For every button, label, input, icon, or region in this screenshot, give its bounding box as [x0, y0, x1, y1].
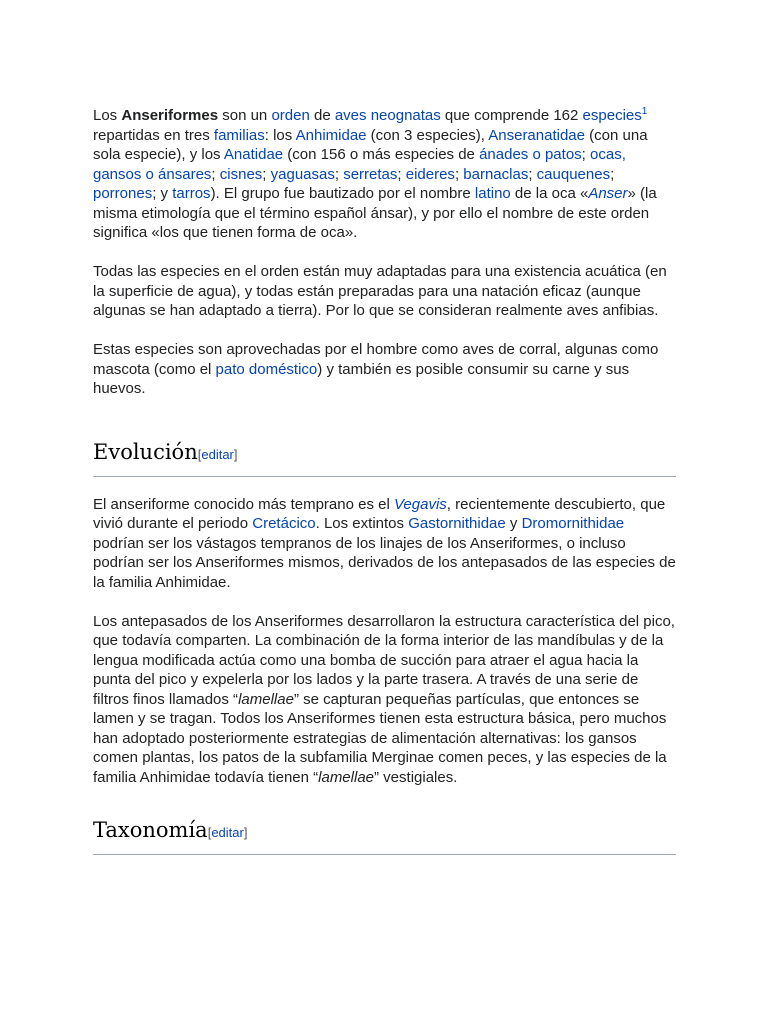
link-vegavis-label: Vegavis: [393, 495, 447, 513]
text: Estas especies son aprovechadas por el hombre como aves de corral, algunas como mascota (como el: [93, 341, 659, 378]
link-familias[interactable]: familias: [213, 126, 265, 144]
link-gastornithidae[interactable]: Gastornithidae: [408, 515, 506, 532]
bracket: ]: [243, 825, 248, 840]
text: podrían ser los vástagos tempranos de los linajes de los Anseriformes, o incluso podrían ser los Anseriformes mismos, derivados de los antepasados de las especies de la familia Anhimidae.: [93, 534, 676, 591]
link-anhimidae[interactable]: Anhimidae: [295, 126, 367, 144]
text: ;: [397, 165, 406, 183]
text: El anseriforme conocido más temprano es el: [93, 495, 394, 513]
bracket: [: [207, 825, 212, 840]
link-serretas[interactable]: serretas: [343, 165, 398, 183]
bracket: ]: [233, 446, 238, 462]
text: : los: [264, 126, 296, 144]
link-cretacico[interactable]: Cretácico: [252, 515, 316, 532]
evolucion-paragraph-1: [93, 495, 676, 593]
text: , recientemente descubierto, que vivió durante el periodo: [93, 495, 666, 532]
text: » (la misma etimología que el término español ánsar), y por ello el nombre de este orden significa «los que tienen forma de oca».: [93, 185, 657, 241]
edit-section-links: [208, 825, 248, 840]
link-latino[interactable]: latino: [474, 185, 511, 202]
link-orden[interactable]: orden: [271, 107, 310, 124]
text: ). El grupo fue bautizado por el nombre: [210, 185, 475, 202]
text: ;: [454, 165, 464, 183]
link-vegavis[interactable]: [394, 496, 447, 513]
link-pato-domestico[interactable]: pato doméstico: [215, 360, 318, 378]
link-cisnes[interactable]: cisnes: [219, 165, 263, 183]
text: (con una sola especie), y los: [93, 126, 648, 163]
edit-link[interactable]: editar: [201, 446, 234, 462]
section-heading-taxonomia: [93, 817, 676, 855]
text: repartidas en tres: [93, 126, 214, 144]
text: ;: [262, 165, 271, 183]
link-especies[interactable]: especies: [582, 107, 642, 124]
link-tarros[interactable]: tarros: [172, 185, 211, 202]
link-eideres[interactable]: eideres: [405, 165, 455, 183]
link-yaguasas[interactable]: yaguasas: [270, 165, 335, 183]
bracket: [: [197, 446, 202, 462]
text: . Los extintos: [315, 515, 409, 532]
section-title: Evolución: [93, 439, 198, 464]
link-barnaclas[interactable]: barnaclas: [463, 165, 529, 183]
link-anser-label: Anser: [588, 185, 628, 202]
text: ” vestigiales.: [374, 768, 458, 786]
text: ;: [334, 165, 344, 183]
term-lamellae: lamellae: [238, 690, 294, 708]
text: (con 156 o más especies de: [283, 146, 480, 163]
text: ;: [610, 165, 615, 183]
text: y: [505, 515, 522, 532]
section-title: Taxonomía: [93, 818, 208, 842]
text: ;: [528, 165, 537, 183]
text: Los: [93, 107, 122, 124]
text: ;: [211, 165, 220, 183]
intro-paragraph-3: [93, 340, 676, 399]
term-lamellae: lamellae: [318, 768, 375, 786]
link-anades-o-patos[interactable]: ánades o patos: [479, 146, 582, 163]
intro-paragraph-2: Todas las especies en el orden están muy adaptadas para una existencia acuática (en la superficie de agua), y todas están preparadas para una natación eficaz (aunque algunas se han adaptado a tierra). Por lo que se consideran realmente aves anfibias.: [93, 263, 667, 319]
link-anatidae[interactable]: Anatidae: [223, 146, 284, 163]
term-anseriformes: Anseriformes: [121, 107, 219, 124]
link-anser[interactable]: [588, 185, 627, 202]
text: Los antepasados de los Anseriformes desarrollaron la estructura característica del pico, que todavía comparten. La combinación de la forma interior de las mandíbulas y de la lengua modificada actúa como una bomba de succión para atraer el agua hacia la punta del pico y expelerla por los lados y la parte trasera. A través de una serie de filtros finos llamados “: [93, 612, 675, 708]
footnote-ref-1[interactable]: 1: [641, 106, 648, 117]
text: de: [309, 107, 335, 124]
text: que comprende 162: [440, 107, 583, 124]
edit-section-links: [198, 447, 238, 462]
text: son un: [218, 107, 272, 124]
section-heading-evolucion: [93, 439, 676, 477]
evolucion-paragraph-2: [93, 612, 676, 788]
text: de la oca «: [510, 185, 589, 202]
text: ; y: [152, 185, 173, 202]
link-anseranatidae[interactable]: Anseranatidae: [488, 126, 585, 144]
link-cauquenes[interactable]: cauquenes: [536, 165, 611, 183]
edit-link[interactable]: editar: [211, 825, 244, 840]
text: (con 3 especies),: [366, 126, 489, 144]
link-porrones[interactable]: porrones: [93, 185, 153, 202]
link-dromornithidae[interactable]: Dromornithidae: [521, 515, 625, 532]
text: ;: [581, 146, 591, 163]
article-body: [93, 106, 676, 855]
link-ocas-gansos-ansares[interactable]: ocas, gansos o ánsares: [93, 146, 626, 183]
intro-paragraph-1: [93, 106, 676, 243]
text: ” se capturan pequeñas partículas, que entonces se lamen y se tragan. Todos los Anseriformes tienen esta estructura básica, pero muchos han adoptado posteriormente estrategias de alimentación alternativas: los gansos comen plantas, los patos de la subfamilia Merginae comen peces, y las especies de la familia Anhimidae todavía tienen “: [93, 690, 667, 786]
text: ) y también es posible consumir su carne y sus huevos.: [93, 360, 630, 397]
link-aves-neognatas[interactable]: aves neognatas: [334, 107, 441, 124]
